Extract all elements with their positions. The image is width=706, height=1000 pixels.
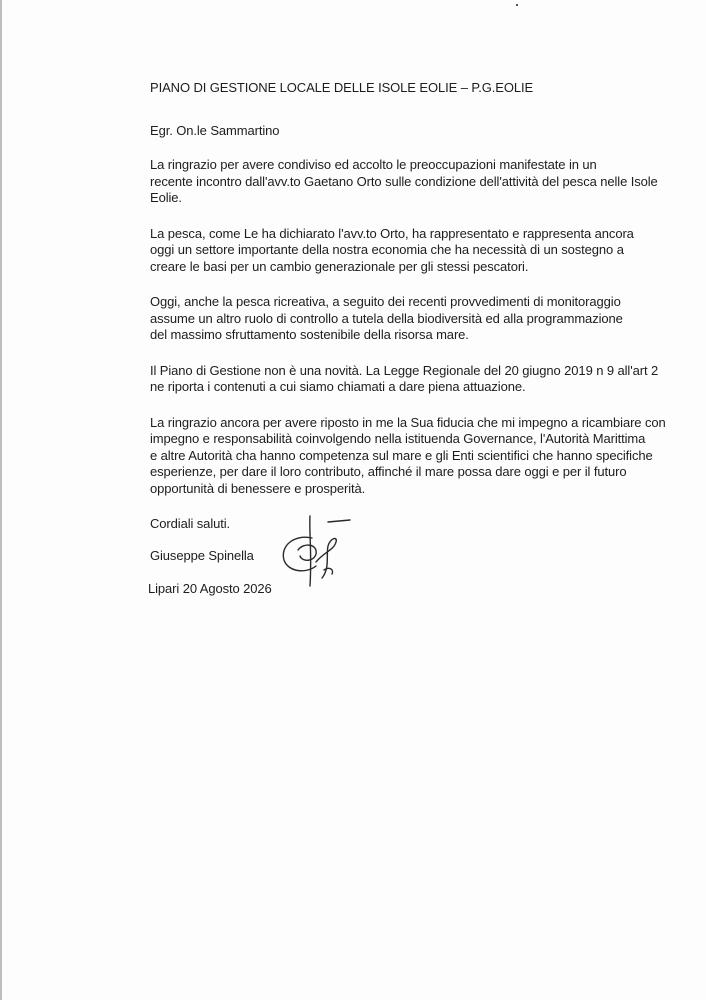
paragraph-line: esperienze, per dare il loro contributo, affinché il mare possa dare oggi e per il futuro — [150, 464, 627, 479]
letter-heading: PIANO DI GESTIONE LOCALE DELLE ISOLE EOLIE – P.G.EOLIE — [150, 80, 534, 95]
letter-salutation: Egr. On.le Sammartino — [150, 122, 280, 138]
scan-edge — [0, 0, 2, 1000]
paragraph-line: ne riporta i contenuti a cui siamo chiamati a dare piena attuazione. — [150, 379, 526, 394]
paragraph-line: del massimo sfruttamento sostenibile della risorsa mare. — [150, 327, 469, 342]
paragraph-line: La pesca, come Le ha dichiarato l'avv.to Orto, ha rappresentato e rappresenta ancora — [150, 225, 634, 241]
paragraph-line: La ringrazio per avere condiviso ed accolto le preoccupazioni manifestate in un — [150, 157, 597, 172]
handwritten-signature-icon — [272, 512, 364, 592]
place-date: Lipari 20 Agosto 2026 — [148, 581, 272, 596]
paragraph-line: opportunità di benessere e prosperità. — [150, 480, 366, 496]
paragraph-line: oggi un settore importante della nostra economia che ha necessità di un sostegno a — [150, 242, 624, 257]
letter-body — [150, 80, 680, 598]
paragraph-line: La ringrazio ancora per avere riposto in me la Sua fiducia che mi impegno a ricambiare con — [150, 414, 666, 430]
paragraph-3 — [150, 294, 680, 344]
paragraph-2 — [150, 226, 680, 276]
paragraph-line: recente incontro dall'avv.to Gaetano Orto sulle condizione dell'attività del pesca nelle Isole — [150, 173, 658, 189]
paragraph-line: Oggi, anche la pesca ricreativa, a seguito dei recenti provvedimenti di monitoraggio — [150, 294, 621, 309]
paragraph-line: e altre Autorità cha hanno competenza sul mare e gli Enti scientifici che hanno specifiche — [150, 447, 653, 463]
paragraph-line: creare le basi per un cambio generazionale per gli stessi pescatori. — [150, 258, 529, 274]
paragraph-5 — [150, 415, 680, 498]
scan-speck — [516, 4, 518, 6]
paragraph-line: assume un altro ruolo di controllo a tutela della biodiversità ed alla programmazione — [150, 310, 623, 326]
signer-name: Giuseppe Spinella — [150, 547, 254, 563]
paragraph-line: Il Piano di Gestione non è una novità. La Legge Regionale del 20 giugno 2019 n 9 all'art 2 — [150, 362, 659, 378]
paragraph-1 — [150, 157, 680, 207]
paragraph-line: impegno e responsabilità coinvolgendo nella istituenda Governance, l'Autorità Marittima — [150, 431, 646, 446]
paragraph-4 — [150, 363, 680, 396]
letter-closing: Cordiali saluti. — [150, 516, 231, 531]
paragraph-line: Eolie. — [150, 190, 182, 205]
